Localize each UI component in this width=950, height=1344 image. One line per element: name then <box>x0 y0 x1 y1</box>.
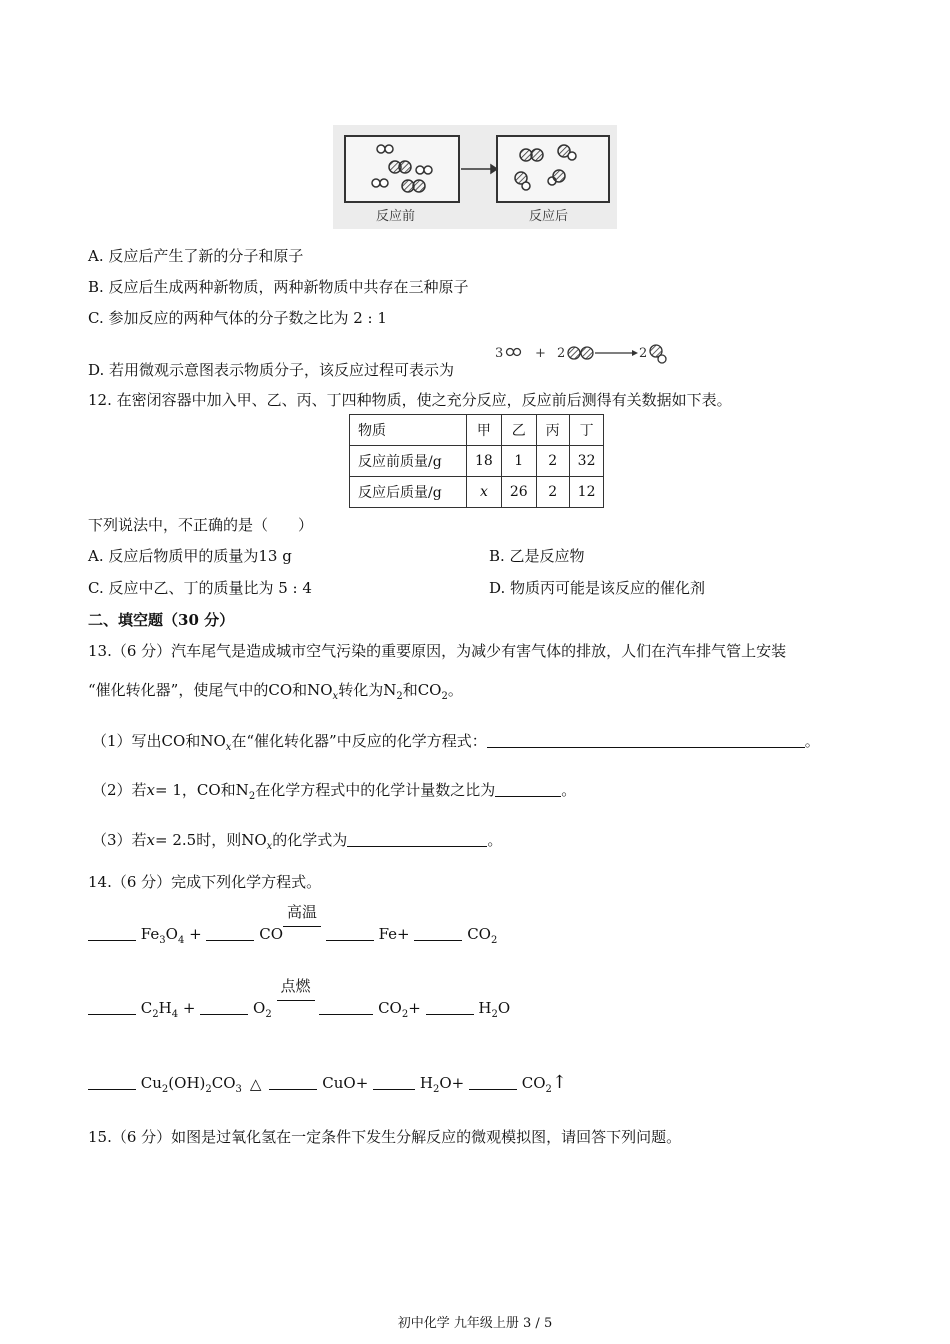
condition-high-temp: 高温 <box>287 903 318 921</box>
equation-2: $C_2H_4 + O_2$ 点燃 $CO_2+ H_2O$ <box>88 998 510 1018</box>
table-cell: 32 <box>569 446 604 477</box>
answer-blank[interactable] <box>414 926 462 941</box>
table-cell: 2 <box>536 446 569 477</box>
answer-blank[interactable] <box>88 1000 136 1015</box>
answer-blank[interactable] <box>269 1075 317 1090</box>
table-cell: 1 <box>501 446 536 477</box>
q15-stem: 15.（6 分）如图是过氧化氢在一定条件下发生分解反应的微观模拟图，请回答下列问题。 <box>88 1128 682 1146</box>
condition-heat-icon: △ <box>249 1075 262 1093</box>
q12-option-d: D. 物质丙可能是该反应的催化剂 <box>489 579 706 597</box>
answer-blank[interactable] <box>487 733 805 748</box>
table-cell: 丁 <box>569 415 604 446</box>
before-molecules <box>372 145 432 192</box>
answer-blank[interactable] <box>326 926 374 941</box>
eq-coef-3: 2 <box>639 346 648 361</box>
q14-stem: 14.（6 分）完成下列化学方程式。 <box>88 873 322 891</box>
condition-ignite: 点燃 <box>280 977 311 995</box>
q12-option-b: B. 乙是反应物 <box>489 547 585 565</box>
answer-blank[interactable] <box>319 1000 373 1015</box>
equation-1: $Fe_3O_4$ + CO 高温 $Fe+ CO_2$ <box>88 924 497 944</box>
q13-part3: （3）若x= 2.5时，则$NO_x$的化学式为 。 <box>92 831 503 852</box>
q11-option-b: B. 反应后生成两种新物质，两种新物质中共存在三种原子 <box>88 278 469 296</box>
q11-d-equation <box>493 338 683 368</box>
q13-part2: （2）若x= 1，CO和$N_2$在化学方程式中的化学计量数之比为 。 <box>92 781 577 802</box>
q13-stem: 13.（6 分）汽车尾气是造成城市空气污染的重要原因，为减少有害气体的排放，人们在汽车排气管上安装 <box>88 642 787 660</box>
q13-part1: （1）写出CO和$NO_x$在“催化转化器”中反应的化学方程式： 。 <box>92 732 820 753</box>
q12-prompt: 下列说法中，不正确的是（ ） <box>88 516 314 534</box>
gas-arrow-icon: ↑ <box>551 1072 567 1093</box>
page-footer: 初中化学 九年级上册 3 / 5 <box>397 1316 553 1331</box>
table-cell: 甲 <box>467 415 502 446</box>
label-after: 反应后 <box>529 209 569 224</box>
table-cell: 物质 <box>350 415 467 446</box>
eq-coef-1: 3 <box>495 346 504 361</box>
q13-stem-cont: “催化转化器”，使尾气中的CO和$NO_x$转化为$N_2$和$CO_2$。 <box>88 681 463 702</box>
answer-blank[interactable] <box>88 926 136 941</box>
q12-option-a: A. 反应后物质甲的质量为13 g <box>88 547 292 565</box>
q11-option-c: C. 参加反应的两种气体的分子数之比为 2 : 1 <box>88 309 387 327</box>
label-before: 反应前 <box>376 209 416 224</box>
table-cell: 反应前质量/g <box>350 446 467 477</box>
eq-plus: + <box>535 346 546 361</box>
table-cell: 反应后质量/g <box>350 477 467 508</box>
q11-option-d: D. 若用微观示意图表示物质分子，该反应过程可表示为 <box>88 361 455 379</box>
table-row <box>350 446 604 477</box>
answer-blank[interactable] <box>347 832 487 847</box>
after-molecules <box>515 145 576 190</box>
equation-3: $Cu_2(OH)_2CO_3$ △ $CuO+ H_2O+$ $CO_2↑$ <box>88 1073 567 1093</box>
eq-coef-2: 2 <box>557 346 566 361</box>
table-cell: 丙 <box>536 415 569 446</box>
q12-stem: 12. 在密闭容器中加入甲、乙、丙、丁四种物质，使之充分反应，反应前后测得有关数据如下表。 <box>88 391 732 409</box>
table-cell: 2 <box>536 477 569 508</box>
table-cell: 26 <box>501 477 536 508</box>
table-cell: 18 <box>467 446 502 477</box>
answer-blank[interactable] <box>373 1075 415 1090</box>
table-cell: 乙 <box>501 415 536 446</box>
answer-blank[interactable] <box>200 1000 248 1015</box>
table-row <box>350 477 604 508</box>
q12-option-c: C. 反应中乙、丁的质量比为 5 : 4 <box>88 579 312 597</box>
table-header-row <box>350 415 604 446</box>
equation-molecules <box>493 338 683 368</box>
table-cell: 12 <box>569 477 604 508</box>
table-cell: x <box>467 477 502 508</box>
answer-blank[interactable] <box>469 1075 517 1090</box>
section-heading: 二、填空题（30 分） <box>88 611 235 629</box>
q11-option-a: A. 反应后产生了新的分子和原子 <box>88 247 304 265</box>
reaction-figure <box>333 125 617 229</box>
data-table <box>349 414 604 508</box>
answer-blank[interactable] <box>206 926 254 941</box>
answer-blank[interactable] <box>495 782 561 797</box>
answer-blank[interactable] <box>88 1075 136 1090</box>
answer-blank[interactable] <box>426 1000 474 1015</box>
arrow-icon <box>461 165 497 173</box>
